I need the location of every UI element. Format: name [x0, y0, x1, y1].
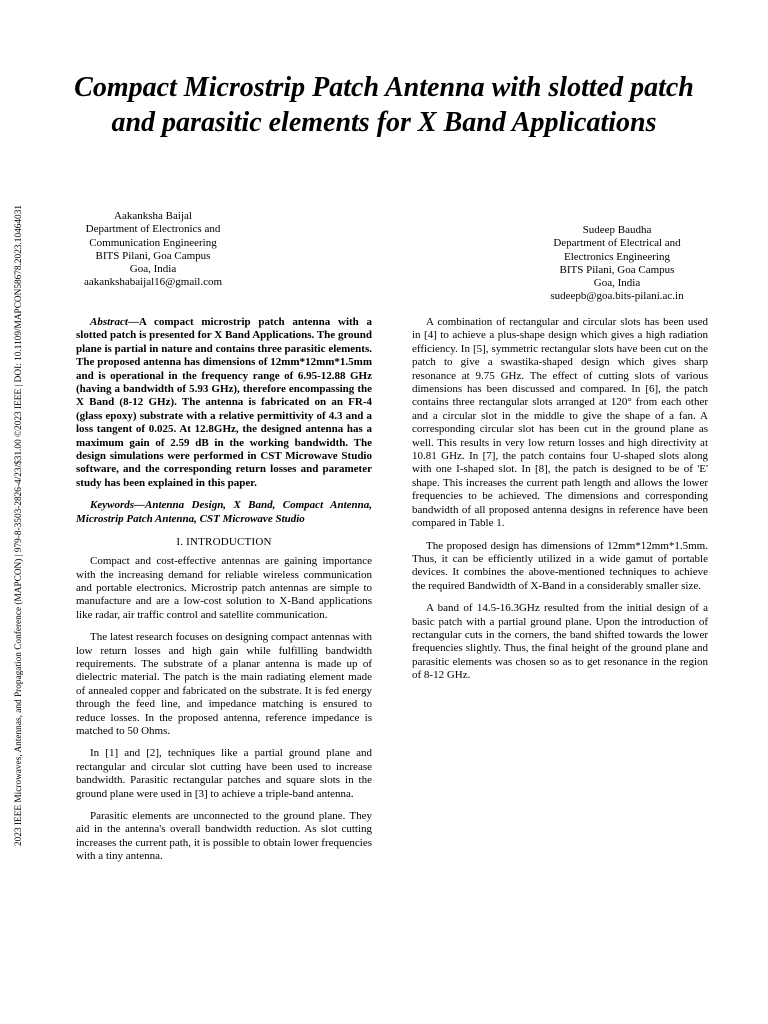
publication-citation-line: 2023 IEEE Microwaves, Antennas, and Propagation Conference (MAPCON) | 979-8-3503-2826-4/23/$31.00 ©2023 IEEE | DOI: 10.1109/MAPCON58678.2023.10464031: [14, 205, 24, 846]
author-block-1: [62, 210, 244, 290]
author-affiliation-line: Goa, India: [129, 263, 177, 276]
abstract-paragraph: [76, 316, 372, 490]
author-affiliation-line: Department of Electrical and: [553, 237, 681, 250]
author-affiliation-line: BITS Pilani, Goa Campus: [559, 263, 675, 276]
left-column: [76, 316, 372, 873]
abstract-text: —A compact microstrip patch antenna with a slotted patch is presented for X Band Applications. The ground plane is partial in nature and contains three parasitic elements. The proposed antenna has dimensions of 12mm*12mm*1.5mm and is operational in the frequency range of 6.95-12.88 GHz (having a bandwidth of 5.93 GHz), therefore encompassing the X Band (8-12 GHz). The antenna is fabricated on an FR-4 (glass epoxy) substrate with a relative permittivity of 4.3 and a loss tangent of 0.025. At 12.8GHz, the designed antenna has a maximum gain of 2.59 dB in the working bandwidth. The design simulations were performed in CST Microwave Studio software, and the corresponding return losses and parameter study has been explained in this paper.: [76, 316, 372, 489]
body-paragraph: The latest research focuses on designing compact antennas with low return losses and high gain while fulfilling bandwidth requirements. The substrate of a planar antenna is made up of dielectric material. The patch is the main radiating element made of annealed copper and fabricated on the substrate. It is fed energy through the feed line, and impedance matching is ensured to reduce losses. In the proposed antenna, reference impedance is matched to 50 Ohms.: [76, 631, 372, 737]
body-paragraph: A combination of rectangular and circular slots has been used in [4] to achieve a plus-shape design which gives a high radiation efficiency. In [5], symmetric rectangular slots have been cut on the patch to give a swastika-shaped design which gives sharp resonance at 9.75 GHz. The effect of cutting slots of various dimensions has been discussed and compared. In [6], the patch contains three rectangular slots arranged at 120° from each other and a circular slot in the middle to give the shape of a fan. A corresponding circular slot has been cut in the ground plane as well. This results in very low return losses and high directivity at 10.81 GHz. In [7], the patch contains four U-shaped slots along with one I-shaped slot. In [8], the patch is designed to be of 'E' shape. This increases the current path length and allows the lower frequencies to be achieved. The dimensions and corresponding bandwidth of all proposed antenna designs in reference have been compared in Table 1.: [412, 316, 708, 530]
body-paragraph: A band of 14.5-16.3GHz resulted from the initial design of a basic patch with a partial ground plane. Upon the introduction of rectangular cuts in the corners, the band shifted towards the lower frequencies slightly. Thus, the final height of the ground plane and parasitic elements was chosen so as to get resonance in the region of 8-12 GHz.: [412, 602, 708, 682]
abstract-label: Abstract: [90, 316, 128, 328]
keywords-paragraph: [76, 499, 372, 526]
right-column: [412, 316, 708, 692]
section-heading-introduction: I. INTRODUCTION: [176, 536, 272, 549]
body-paragraph: In [1] and [2], techniques like a partial ground plane and rectangular and circular slot cutting have been used to increase bandwidth. Parasitic rectangular patches and square slots in the ground plane were used in [3] to achieve a triple-band antenna.: [76, 747, 372, 800]
author-name: Aakanksha Baijal: [114, 210, 192, 222]
author-name: Sudeep Baudha: [582, 224, 652, 236]
publication-sidebar: [10, 178, 28, 846]
author-affiliation-line: Department of Electronics and: [85, 223, 221, 236]
author-email: sudeepb@goa.bits-pilani.ac.in: [550, 290, 684, 303]
author-affiliation-line: Electronics Engineering: [564, 250, 670, 263]
keywords-label: Keywords: [90, 499, 134, 512]
author-affiliation-line: BITS Pilani, Goa Campus: [95, 249, 211, 262]
author-affiliation-line: Goa, India: [593, 277, 641, 290]
body-paragraph: The proposed design has dimensions of 12mm*12mm*1.5mm. Thus, it can be efficiently utilized in a wide gamut of portable devices. It combines the above-mentioned techniques to achieve the required Bandwidth of X-Band in a considerably smaller size.: [412, 539, 708, 592]
keywords-text: —Antenna Design, X Band, Compact Antenna, Microstrip Patch Antenna, CST Microwave Studio: [76, 499, 372, 525]
body-paragraph: Parasitic elements are unconnected to the ground plane. They aid in the antenna's overall bandwidth reduction. As slot cutting increases the current path, it is possible to obtain lower frequencies with a tiny antenna.: [76, 810, 372, 863]
author-email: aakankshabaijal16@gmail.com: [83, 276, 223, 289]
author-affiliation-line: Communication Engineering: [89, 236, 217, 249]
author-block-2: [526, 224, 708, 304]
paper-title: Compact Microstrip Patch Antenna with slotted patch and parasitic elements for X Band Applications: [74, 72, 694, 138]
body-paragraph: Compact and cost-effective antennas are gaining importance with the increasing demand for reliable wireless communication and portable electronics. Microstrip patch antennas are simple to manufacture and are a low-cost solution to X-Band applications like radar, air traffic control and satellite communication.: [76, 555, 372, 621]
